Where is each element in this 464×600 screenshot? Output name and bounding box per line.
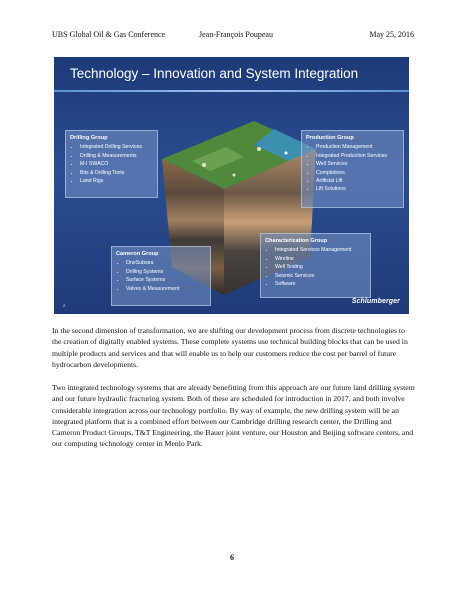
slide-image — [54, 57, 409, 314]
list-item: • M-I SWACO — [80, 160, 153, 168]
list-item: • Land Rigs — [80, 177, 153, 185]
list-item: • Bits & Drilling Tools — [80, 169, 153, 177]
header-conference: UBS Global Oil & Gas Conference — [52, 30, 166, 39]
body-paragraph-1: In the second dimension of transformation, we are shifting our development process from discrete technologies to the creation of digitally enabled systems. These complete systems use technical building blocks that can be used in multiple products and services and that will enable us to help our customers reduce the cost per barrel of future hydrocarbon developments. — [52, 326, 408, 369]
header-date: May 25, 2016 — [369, 30, 414, 39]
list-item: • Artificial Lift — [316, 177, 399, 185]
cameron-group-box — [111, 246, 211, 306]
drilling-group-box — [65, 130, 158, 198]
characterization-group-box — [260, 233, 371, 298]
characterization-group-title: Characterization Group — [265, 238, 328, 244]
list-item: • Completions — [316, 169, 399, 177]
list-item: • Surface Systems — [126, 276, 206, 284]
production-group-box — [301, 130, 404, 208]
list-item: • Integrated Production Services — [316, 152, 399, 160]
drilling-group-title: Drilling Group — [70, 135, 108, 141]
list-item: • Drilling & Measurements — [80, 152, 153, 160]
list-item: • Production Management — [316, 143, 399, 151]
list-item: • Integrated Services Management — [275, 246, 366, 254]
header-author: Jean-François Poupeau — [199, 30, 273, 39]
list-item: • Seismic Services — [275, 272, 366, 280]
slide-title: Technology – Innovation and System Integration — [70, 66, 359, 81]
page-number: 6 — [230, 553, 234, 562]
list-item: • Lift Solutions — [316, 185, 399, 193]
list-item: • Well Services — [316, 160, 399, 168]
list-item: • Integrated Drilling Services — [80, 143, 153, 151]
list-item: • Valves & Measurement — [126, 285, 206, 293]
list-item: • Wireline — [275, 255, 366, 263]
cameron-group-title: Cameron Group — [116, 251, 159, 257]
body-paragraph-2: Two integrated technology systems that are already benefitting from this approach are our future land drilling system and our future hydraulic fracturing system. Both of these are scheduled for introduction in 2017, and both involve considerable integration across our technology portfolio. By way of example, the new drilling system will be an integrated platform that is a combined effort between our Cambridge drilling research center, the Drilling and Cameron Product Groups, T&T Engineering, the Bauer joint venture, our Houston and Beijing software centers, and our computing technology center in Menlo Park. — [52, 383, 415, 449]
list-item: • Software — [275, 280, 366, 288]
list-item: • Well Testing — [275, 263, 366, 271]
page-header — [52, 29, 414, 41]
production-group-title: Production Group — [306, 135, 354, 141]
schlumberger-logo: Schlumberger — [351, 298, 400, 305]
list-item: • Drilling Systems — [126, 268, 206, 276]
list-item: • OneSubsea — [126, 259, 206, 267]
slide-number: 2 — [63, 303, 66, 308]
